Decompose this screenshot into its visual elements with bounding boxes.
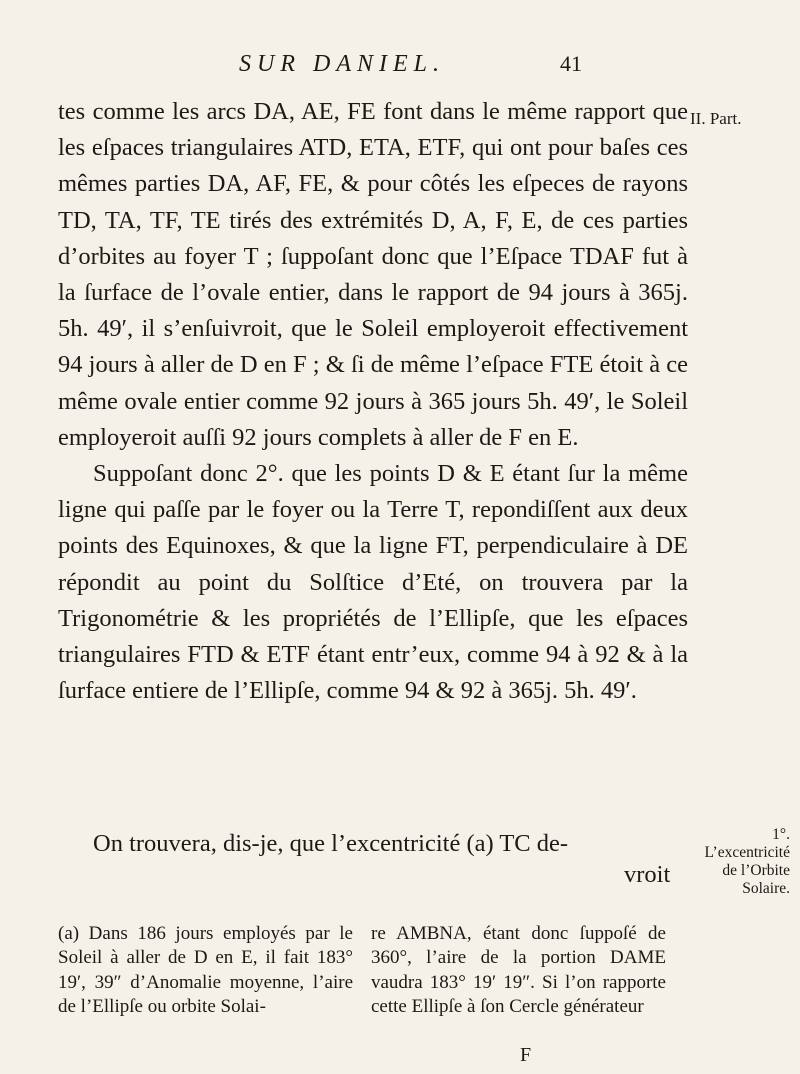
running-head: SUR DANIEL. xyxy=(239,51,445,77)
paragraph-1: tes comme les arcs DA, AE, FE font dans le même rapport que les eſpaces triangulaires ATD, ETA, ETF, qui ont pour baſes ces mêmes parties DA, AF, FE, & pour côtés les eſpeces de rayons TD, TA, TF, TE tirés des extrémités D, A, F, E, de ces parties d’orbites au foyer T ; ſuppoſant donc que l’Eſpace TDAF fut à la ſurface de l’ovale entier, dans le rapport de 94 jours à 365j. 5h. 49′, il s’enſuivroit, que le Soleil employeroit effectivement 94 jours à aller de D en F ; & ſi de même l’eſpace FTE étoit à ce même ovale entier comme 92 jours à 365 jours 5h. 49′, le Soleil employeroit auſſi 92 jours complets à aller de F en E. xyxy=(58,98,688,451)
footnote-a-part-2: re AMBNA, étant donc ſuppoſé de 360°, l’aire de la portion DAME vaudra 183° 19′ 19″. Si l’on rapporte cette Ellipſe à ſon Cercle générateur xyxy=(371,923,666,1018)
paragraph-3-line-2: vroit xyxy=(624,861,671,888)
footnote-left-column xyxy=(58,922,353,1020)
margin-note: 1°. L’excentricité de l’Orbite Solaire. xyxy=(704,826,790,897)
footnotes xyxy=(58,922,698,1062)
page-number: 41 xyxy=(560,51,582,76)
paragraph-3-line-1: On trouvera, dis-je, que l’excentricité (a) TC de- xyxy=(93,830,569,857)
footnote-right-column xyxy=(371,922,666,1020)
page-header xyxy=(0,44,800,84)
main-text xyxy=(58,94,688,709)
footnote-a-part-1: (a) Dans 186 jours employés par le Soleil à aller de D en E, il fait 183° 19′, 39″ d’Anomalie moyenne, l’aire de l’Ellipſe ou orbite Solai- xyxy=(58,923,353,1018)
part-label: II. Part. xyxy=(690,109,742,128)
paragraph-2: Suppoſant donc 2°. que les points D & E étant ſur la même ligne qui paſſe par le foyer ou la Terre T, repondiſſent aux deux points des Equinoxes, & que la ligne FT, perpendiculaire à DE répondit au point du Solſtice d’Eté, on trouvera par la Trigonométrie & les propriétés de l’Ellipſe, que les eſpaces triangulaires FTD & ETF étant entr’eux, comme 94 à 92 & à la ſurface entiere de l’Ellipſe, comme 94 & 92 à 365j. 5h. 49′. xyxy=(58,460,688,705)
signature-mark: F xyxy=(520,1044,532,1066)
